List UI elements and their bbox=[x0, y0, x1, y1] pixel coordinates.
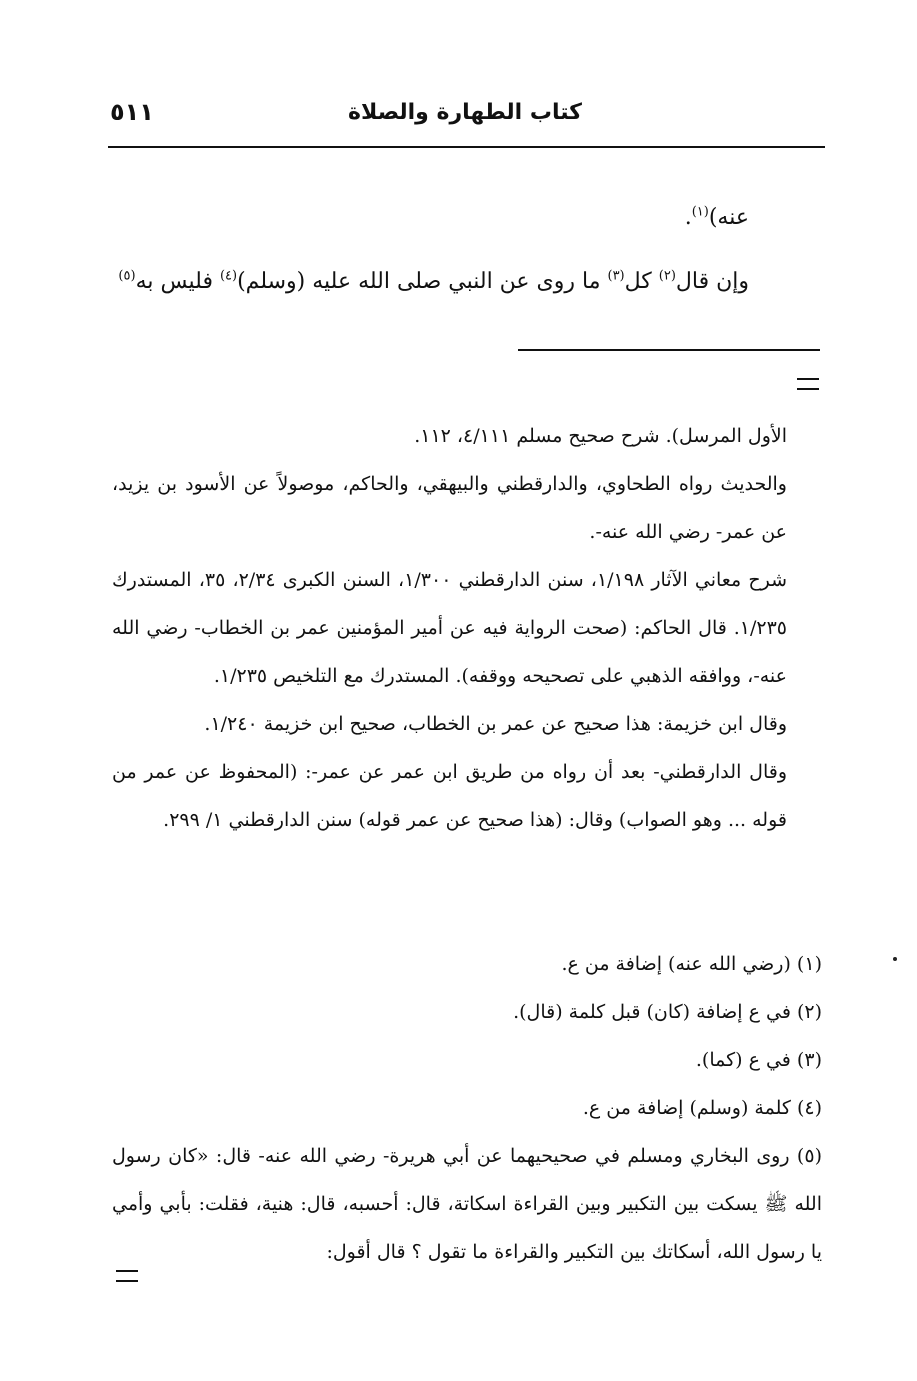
main-text-fragment: عنه) bbox=[708, 205, 749, 230]
carried-note-paragraph: الأول المرسل). شرح صحيح مسلم ٤/١١١، ١١٢. bbox=[414, 425, 787, 447]
footnote-4: (٤) كلمة (وسلم) إضافة من ع. bbox=[582, 1097, 822, 1119]
footnote-ref-5: (٥) bbox=[118, 268, 136, 284]
footnote-2: (٢) في ع إضافة (كان) قبل كلمة (قال). bbox=[513, 1001, 822, 1023]
footnote-5: (٥) روى البخاري ومسلم في صحيحيهما عن أبي هريرة- رضي الله عنه- قال: «كان رسول الله ﷺ يسكت بين التكبير وبين القراءة اسكاتة، قال: أحسبه، قال: هنية، فقلت: بأبي وأمي يا رسول الله، أسكاتك بين التكبير والقراءة ما تقول ؟ قال أقول: bbox=[112, 1145, 822, 1263]
main-text-fragment: كل bbox=[624, 269, 659, 294]
page-number: ٥١١ bbox=[110, 98, 154, 126]
running-header-title: كتاب الطهارة والصلاة bbox=[348, 100, 582, 125]
carried-over-footnote bbox=[112, 412, 787, 844]
main-text-fragment: ما روى عن النبي صلى الله عليه (وسلم) bbox=[237, 269, 608, 294]
header-rule bbox=[108, 146, 825, 148]
scan-speck bbox=[893, 957, 897, 961]
continuation-mark-top bbox=[797, 378, 819, 390]
carried-note-paragraph: وقال الدارقطني- بعد أن رواه من طريق ابن عمر عن عمر-: (المحفوظ عن عمر من قوله ... وهو الصواب) وقال: (هذا صحيح عن عمر قوله) سنن الدارقطني ١/ ٢٩٩. bbox=[112, 761, 787, 831]
footnote-1: (١) (رضي الله عنه) إضافة من ع. bbox=[561, 953, 822, 975]
main-text-line-2 bbox=[99, 250, 749, 314]
footnote-ref-2: (٢) bbox=[658, 268, 676, 284]
main-text-fragment: فليس به bbox=[135, 269, 220, 294]
carried-note-paragraph: والحديث رواه الطحاوي، والدارقطني والبيهقي، والحاكم، موصولاً عن الأسود بن يزيد، عن عمر- رضي الله عنه-. bbox=[112, 473, 787, 543]
carried-note-paragraph: وقال ابن خزيمة: هذا صحيح عن عمر بن الخطاب، صحيح ابن خزيمة ١/٢٤٠. bbox=[204, 713, 787, 735]
carried-note-paragraph: شرح معاني الآثار ١/١٩٨، سنن الدارقطني ١/٣٠٠، السنن الكبرى ٢/٣٤، ٣٥، المستدرك ١/٢٣٥. قال الحاكم: (صحت الرواية فيه عن أمير المؤمنين عمر بن الخطاب- رضي الله عنه-، ووافقه الذهبي على تصحيحه ووقفه). المستدرك مع التلخيص ١/٢٣٥. bbox=[112, 569, 788, 687]
footnote-separator-rule bbox=[518, 349, 820, 351]
footnote-ref-1: (١) bbox=[691, 204, 709, 220]
continuation-mark-bottom bbox=[116, 1270, 138, 1282]
main-text-line-1 bbox=[99, 186, 749, 250]
footnote-ref-3: (٣) bbox=[607, 268, 625, 284]
main-text-fragment: . bbox=[684, 205, 692, 230]
footnote-3: (٣) في ع (كما). bbox=[695, 1049, 822, 1071]
footnotes bbox=[112, 940, 822, 1276]
main-text-fragment: وإن قال bbox=[675, 269, 749, 294]
footnote-ref-4: (٤) bbox=[219, 268, 238, 284]
main-text bbox=[99, 186, 749, 314]
